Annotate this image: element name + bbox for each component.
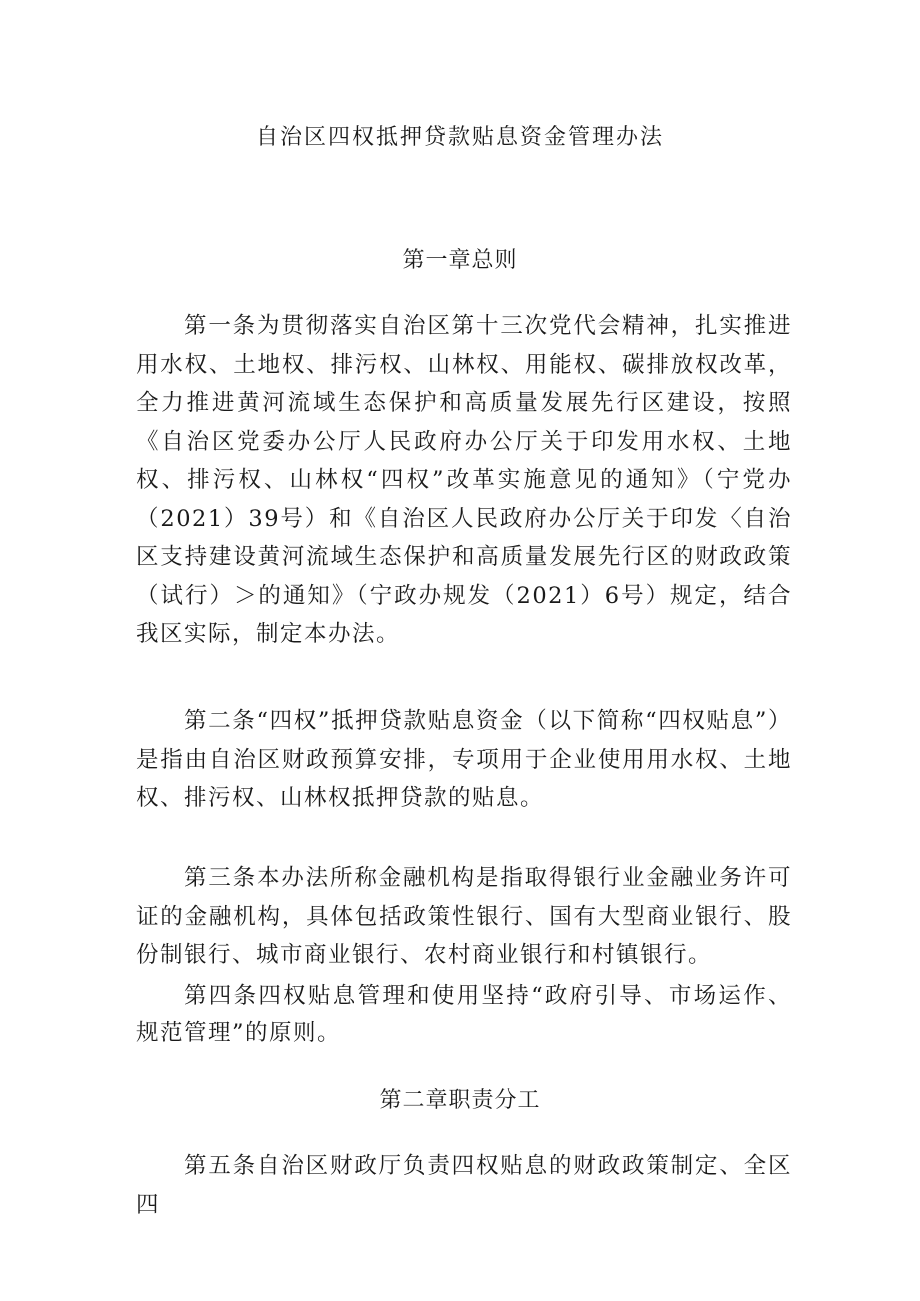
chapter-heading: 第二章职责分工: [379, 1088, 541, 1113]
article-paragraph: 第四条四权贴息管理和使用坚持“政府引导、市场运作、规范管理”的原则。: [136, 983, 792, 1046]
document-title: 自治区四权抵押贷款贴息资金管理办法: [255, 125, 664, 150]
chapter-heading: 第一章总则: [402, 248, 518, 273]
article-paragraph: 第一条为贯彻落实自治区第十三次党代会精神，扎实推进用水权、土地权、排污权、山林权、用能权、碳排放权改革，全力推进黄河流域生态保护和高质量发展先行区建设，按照《自治区党委办公厅人民政府办公厅关于印发用水权、土地权、排污权、山林权“四权”改革实施意见的通知》（宁党办（2021）39号）和《自治区人民政府办公厅关于印发〈自治区支持建设黄河流域生态保护和高质量发展先行区的财政政策（试行）＞的通知》（宁政办规发（2021）6号）规定，结合我区实际，制定本办法。: [136, 313, 792, 647]
article-paragraph: 第三条本办法所称金融机构是指取得银行业金融业务许可证的金融机构，具体包括政策性银行、国有大型商业银行、股份制银行、城市商业银行、农村商业银行和村镇银行。: [136, 865, 792, 968]
article-paragraph: 第五条自治区财政厅负责四权贴息的财政政策制定、全区四: [136, 1153, 792, 1218]
article-paragraph: 第二条“四权”抵押贷款贴息资金（以下简称“四权贴息”）是指由自治区财政预算安排，专项用于企业使用用水权、土地权、排污权、山林权抵押贷款的贴息。: [136, 708, 792, 811]
